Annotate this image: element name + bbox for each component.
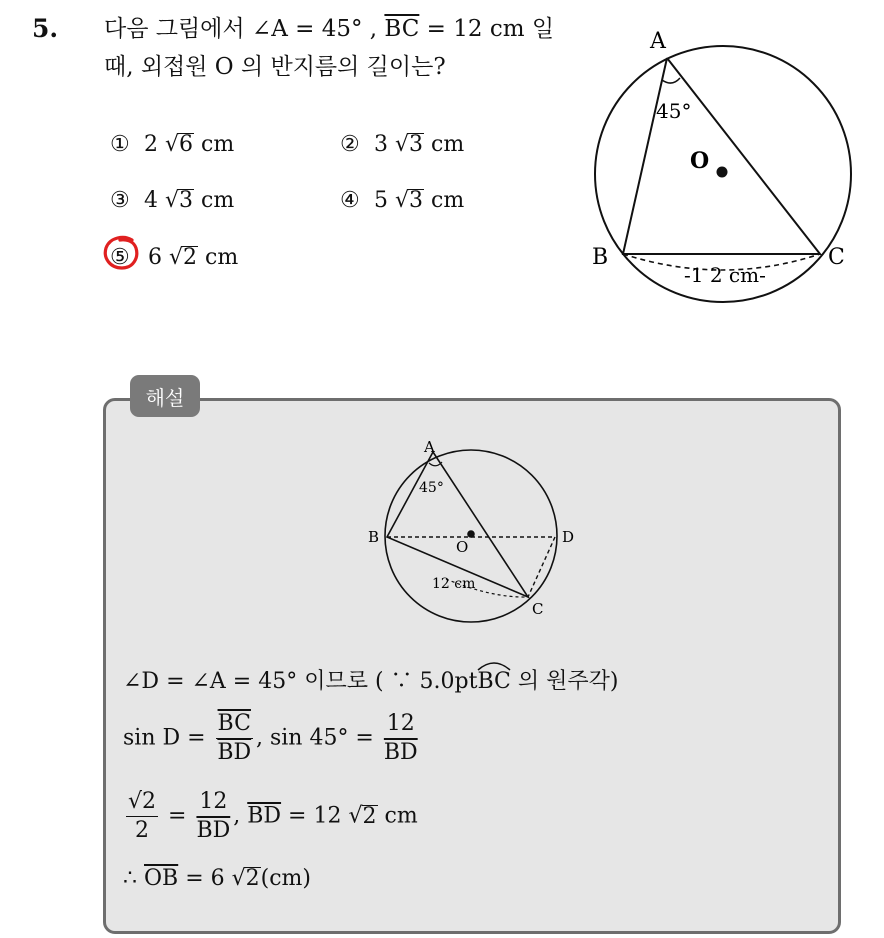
figure-circumcircle (588, 24, 870, 306)
choice-radicand: 3 (179, 188, 194, 213)
choice-unit: cm (201, 188, 235, 213)
label-b: B (592, 245, 609, 270)
numerator: √2 (126, 790, 158, 817)
label-c: C (828, 245, 845, 270)
solution-text: = 12 (281, 803, 349, 829)
figure-solution-circle (362, 436, 592, 626)
denominator: BD (217, 740, 252, 765)
choice-radicand: 2 (183, 245, 198, 270)
choice-5[interactable]: ⑤ 6 √2 cm (110, 245, 239, 270)
choice-mark: ⑤ (110, 245, 130, 270)
radicand: 2 (245, 866, 260, 891)
solution-text: = (161, 803, 194, 829)
choice-coef: 2 (144, 132, 158, 157)
label-d: D (562, 528, 575, 546)
choice-radicand: 3 (409, 188, 424, 213)
segment-bd: $\overline{BD}$ (247, 803, 282, 829)
choice-4[interactable]: ④ 5 √3 cm (340, 188, 465, 213)
label-a: A (424, 438, 435, 456)
numerator: 12 (197, 790, 229, 817)
choice-unit: cm (431, 132, 465, 157)
solution-line-1 (123, 664, 618, 695)
choice-unit: cm (431, 188, 465, 213)
segment-bc: $\overline{BC}$ (384, 16, 420, 42)
label-o: O (456, 538, 469, 556)
solution-text: , sin 45° = (255, 725, 381, 751)
question-line-2: 때, 외접원 O 의 반지름의 길이는? (104, 54, 446, 80)
choice-mark: ③ (110, 188, 130, 213)
question-text: = 12 cm 일 (419, 16, 555, 42)
solution-tag: 해설 (130, 375, 200, 417)
numerator: 12 (385, 712, 417, 739)
answer-circle-mark (102, 234, 142, 272)
solution-text: ∠D = ∠A = 45° 이므로 ( ∵ 5.0pt (123, 669, 478, 694)
question-number: 5. (32, 14, 59, 43)
denominator: 2 (135, 818, 149, 843)
solution-text: sin D = (123, 725, 213, 751)
solution-text: , (233, 803, 248, 829)
choice-mark: ① (110, 132, 130, 157)
choice-unit: cm (201, 132, 235, 157)
solution-text: (cm) (260, 866, 312, 891)
choice-2[interactable]: ② 3 √3 cm (340, 132, 465, 157)
label-a: A (650, 29, 666, 54)
fraction-sqrt2-2 (126, 790, 158, 843)
label-b: B (368, 528, 380, 546)
solution-line-3: $\frac{√2}{2}$ = $\frac{12}{BD}$ , $\overline{BD} = 12$ √2 cm (128, 789, 418, 843)
denominator: BD (196, 818, 231, 843)
choice-radicand: 6 (179, 132, 194, 157)
choice-mark: ④ (340, 188, 360, 213)
choice-3[interactable]: ③ 4 √3 cm (110, 188, 235, 213)
choice-coef: 3 (374, 132, 388, 157)
solution-line-4: ∴ $\overline{OB} = 6$ √2(cm) (123, 866, 312, 891)
choice-coef: 5 (374, 188, 388, 213)
denominator: BD (383, 740, 418, 765)
fraction-bc-bd (216, 712, 253, 765)
choice-1[interactable]: ① 2 √6 cm (110, 132, 235, 157)
solution-text: = 6 (178, 866, 232, 891)
solution-text: cm (377, 803, 418, 829)
choice-coef: 4 (144, 188, 158, 213)
arc-bc (477, 669, 510, 694)
question-text: 다음 그림에서 ∠A = 45° , (104, 16, 385, 42)
radicand: 2 (362, 803, 377, 829)
angle-label: 45° (419, 480, 444, 496)
solution-text: 의 원주각) (510, 669, 619, 694)
fraction-12-bd (384, 712, 418, 765)
label-o: O (690, 148, 710, 174)
choice-mark: ② (340, 132, 360, 157)
question-line-1 (104, 14, 554, 44)
arc-label: BC (477, 669, 511, 694)
choice-radicand: 3 (409, 132, 424, 157)
solution-line-2 (123, 712, 421, 765)
length-label: -1 2 cm- (684, 263, 766, 287)
fraction-12-bd (196, 790, 230, 843)
segment-ob: $\overline{OB}$ (144, 866, 179, 891)
numerator: $\overline{BC}$ (216, 712, 253, 739)
angle-label: 45° (656, 99, 692, 123)
solution-text: ∴ (123, 866, 144, 891)
label-c: C (532, 600, 544, 618)
choice-coef: 6 (148, 245, 162, 270)
length-label: 12 cm (432, 576, 476, 592)
choice-unit: cm (205, 245, 239, 270)
